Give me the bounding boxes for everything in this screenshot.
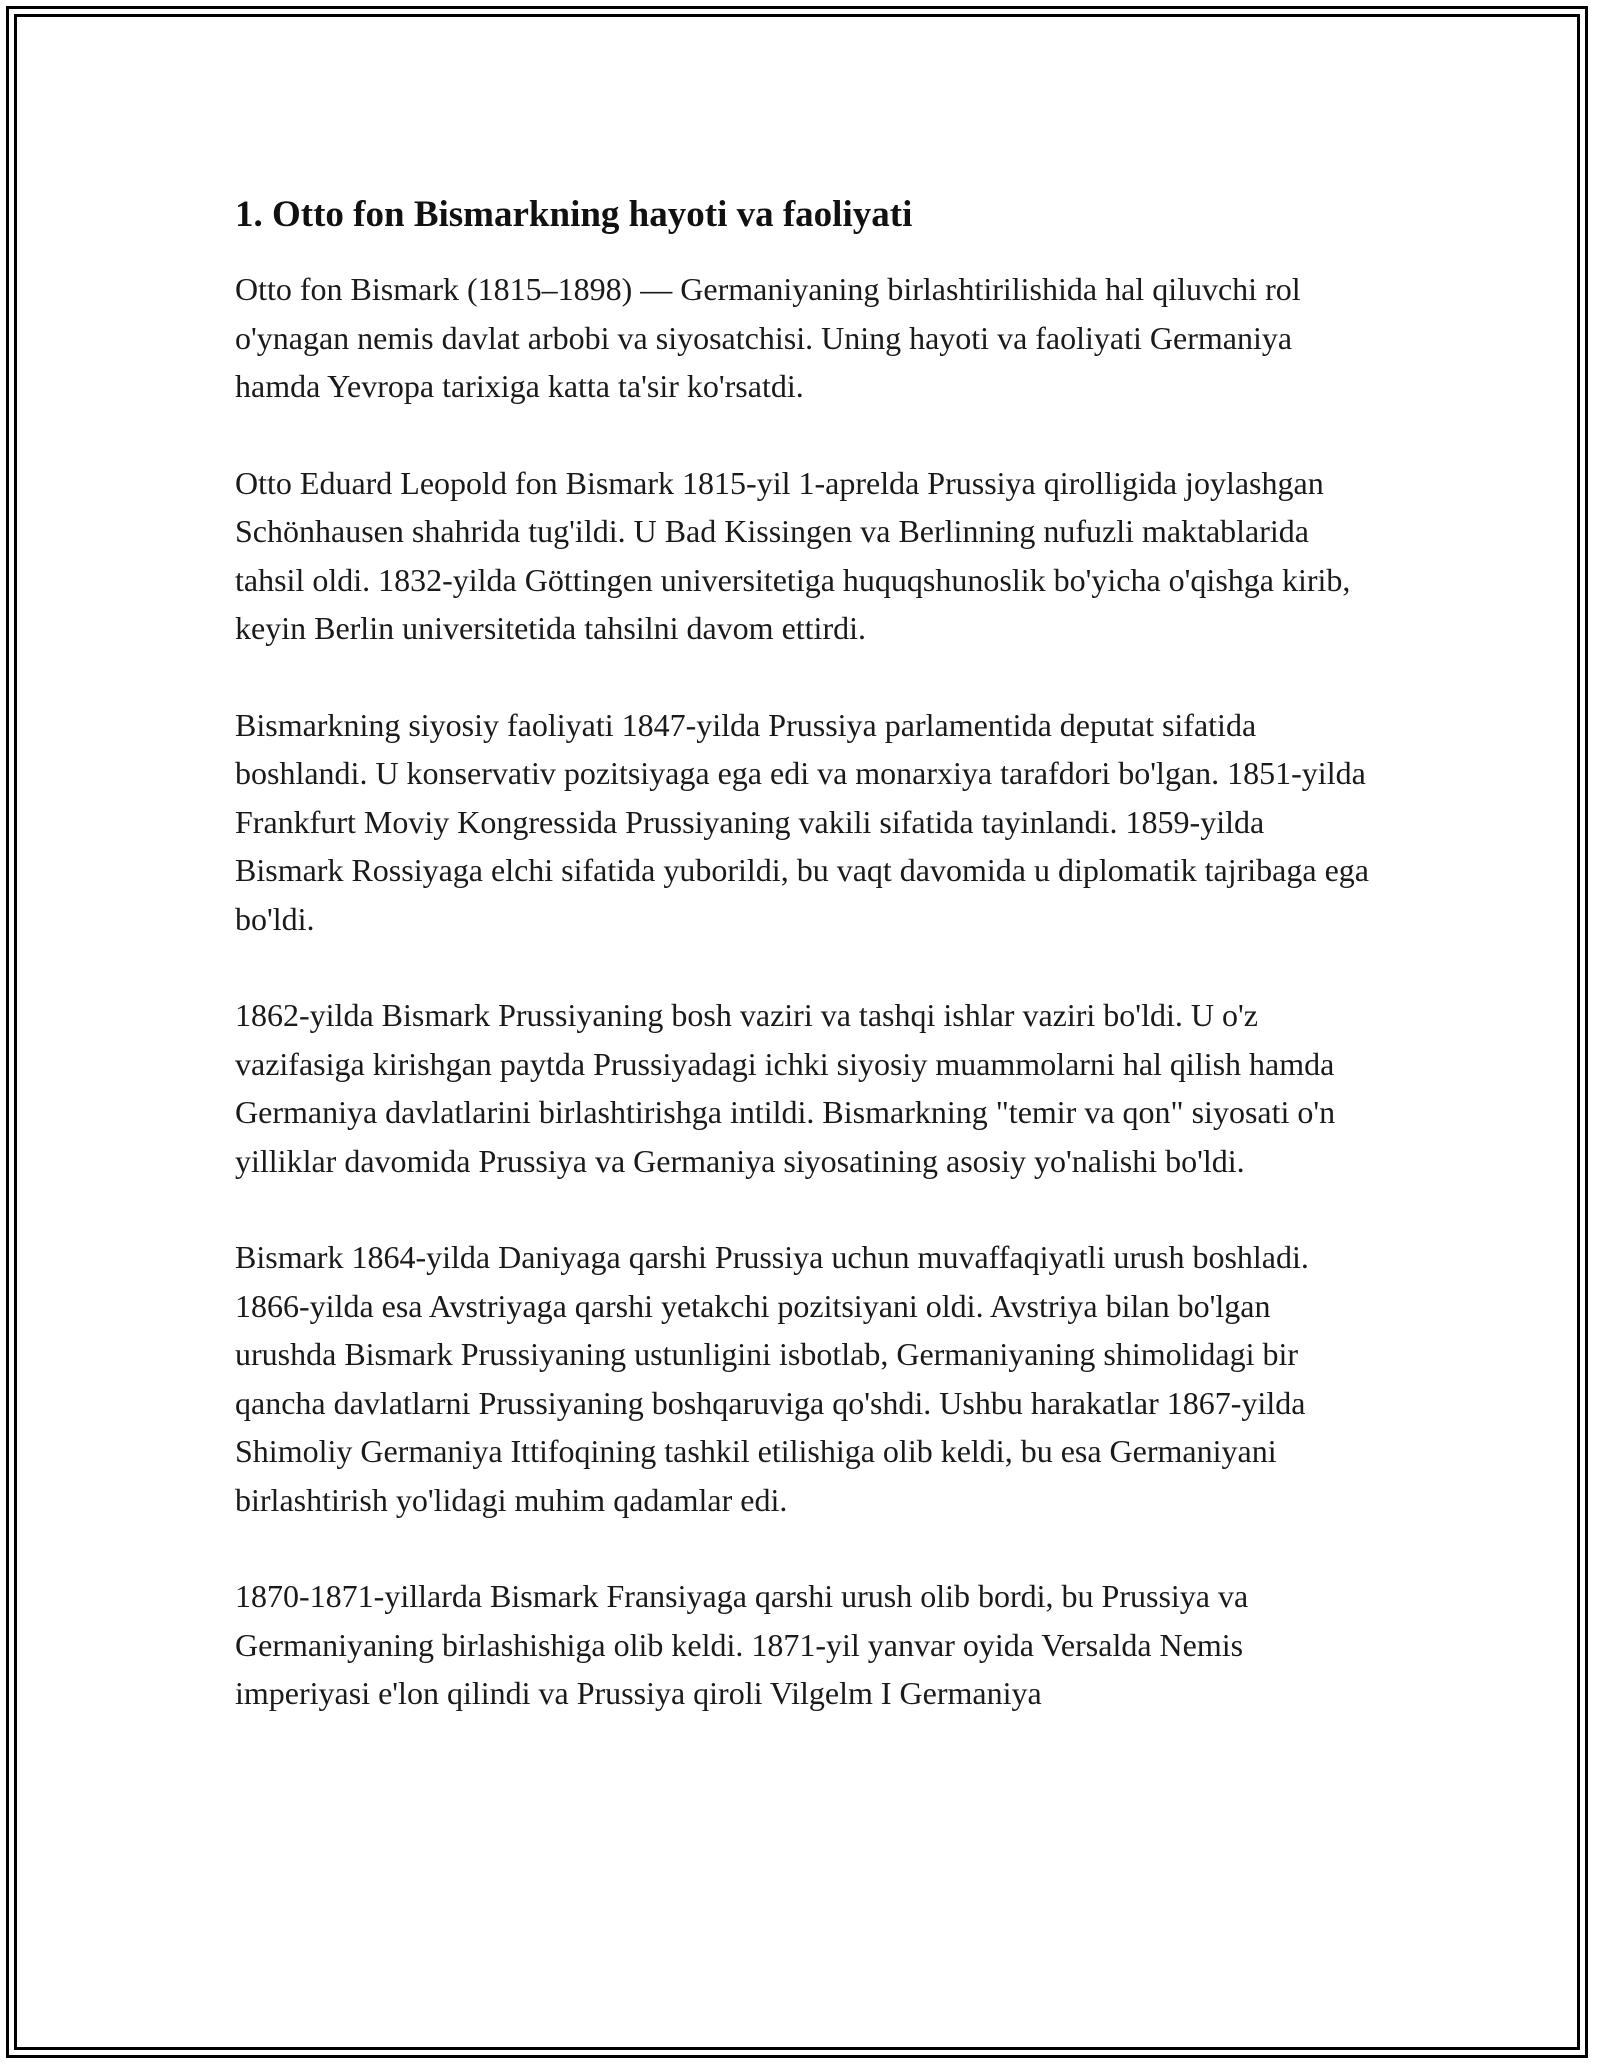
paragraph-franco-prussian: 1870-1871-yillarda Bismark Fransiyaga qarshi urush olib bordi, bu Prussiya va Germaniyaning birlashishiga olib keldi. 1871-yil yanvar oyida Versalda Nemis imperiyasi e'lon qilindi va Prussiya qiroli Vilgelm I Germaniya — [235, 1578, 1249, 1711]
paragraph-prime-minister: 1862-yilda Bismark Prussiyaning bosh vaziri va tashqi ishlar vaziri bo'ldi. U o'z vazifasiga kirishgan paytda Prussiyadagi ichki siyosiy muammolarni hal qilish hamda Germaniya davlatlarini birlashtirishga intildi. Bismarkning "temir va qon" siyosati o'n yilliklar davomida Prussiya va Germaniya siyosatining asosiy yo'nalishi bo'ldi. — [235, 997, 1336, 1179]
paragraph-early-life: Otto Eduard Leopold fon Bismark 1815-yil 1-aprelda Prussiya qirolligida joylashgan Schönhausen shahrida tug'ildi. U Bad Kissingen va Berlinning nufuzli maktablarida tahsil oldi. 1832-yilda Göttingen universitetiga huquqshunoslik bo'yicha o'qishga kirib, keyin Berlin universitetida tahsilni davom ettirdi. — [235, 464, 1351, 646]
paragraph-intro: Otto fon Bismark (1815–1898) — Germaniyaning birlashtirilishida hal qiluvchi rol o'ynagan nemis davlat arbobi va siyosatchisi. Uning hayoti va faoliyati Germaniya hamda Yevropa tarixiga katta ta'sir ko'rsatdi. — [235, 271, 1301, 404]
document-body — [235, 190, 1375, 1766]
paragraph-political-start: Bismarkning siyosiy faoliyati 1847-yilda Prussiya parlamentida deputat sifatida boshlandi. U konservativ pozitsiyaga ega edi va monarxiya tarafdori bo'lgan. 1851-yilda Frankfurt Moviy Kongressida Prussiyaning vakili sifatida tayinlandi. 1859-yilda Bismark Rossiyaga elchi sifatida yuborildi, bu vaqt davomida u diplomatik tajribaga ega bo'ldi. — [235, 706, 1369, 937]
section-title: 1. Otto fon Bismarkning hayoti va faoliyati — [235, 194, 913, 235]
paragraph-wars: Bismark 1864-yilda Daniyaga qarshi Prussiya uchun muvaffaqiyatli urush boshladi. 1866-yilda esa Avstriyaga qarshi yetakchi pozitsiyani oldi. Avstriya bilan bo'lgan urushda Bismark Prussiyaning ustunligini isbotlab, Germaniyaning shimolidagi bir qancha davlatlarni Prussiyaning boshqaruviga qo'shdi. Ushbu harakatlar 1867-yilda Shimoliy Germaniya Ittifoqining tashkil etilishiga olib keldi, bu esa Germaniyani birlashtirish yo'lidagi muhim qadamlar edi. — [235, 1239, 1309, 1518]
